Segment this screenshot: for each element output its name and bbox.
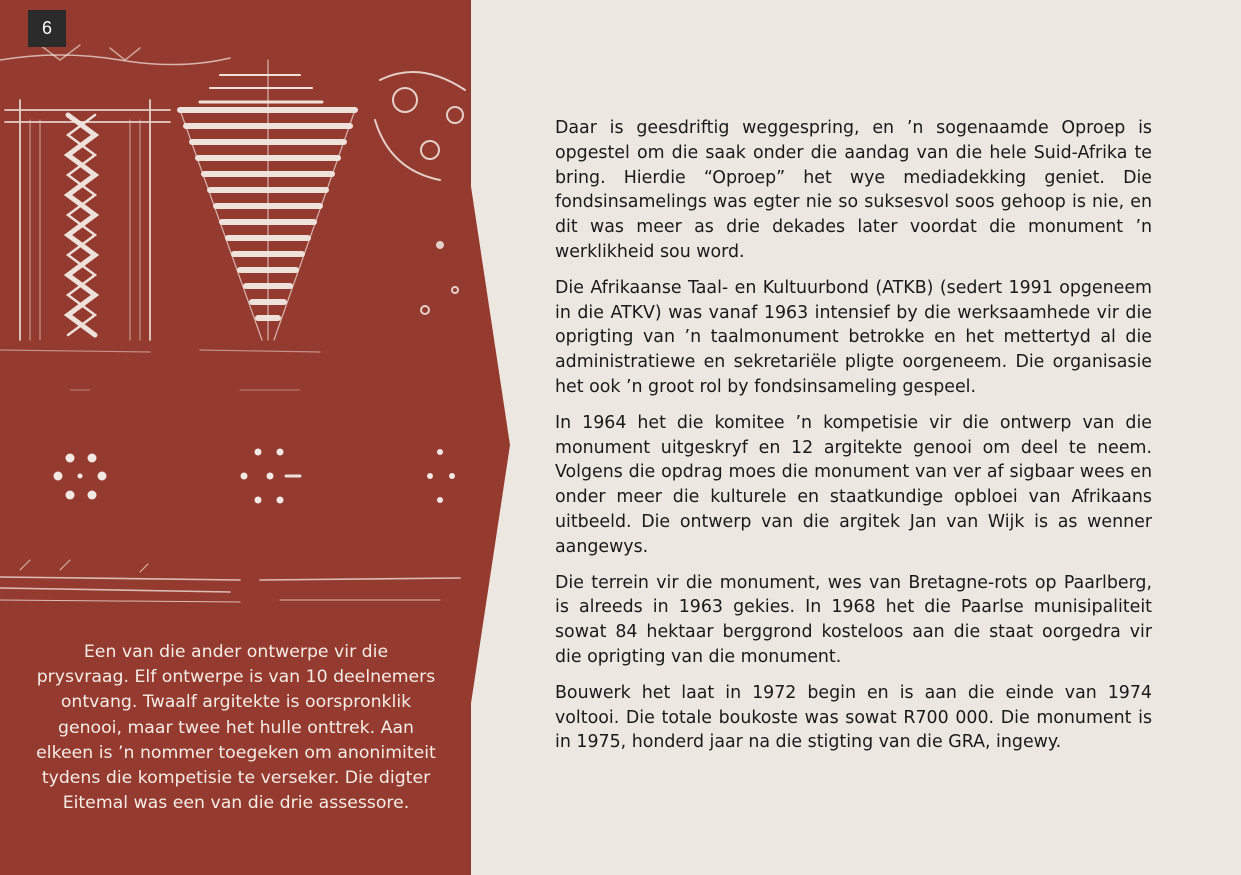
paragraph: Bouwerk het laat in 1972 begin en is aan die einde van 1974 voltooi. Die totale boukoste was sowat R700 000. Die monument is in 1975, honderd jaar na die stigting van die GRA, ingewy. bbox=[555, 682, 1152, 753]
left-image-panel bbox=[0, 0, 471, 875]
paragraph: Die Afrikaanse Taal- en Kultuurbond (ATKB) (sedert 1991 opgeneem in die ATKV) was vanaf 1963 intensief by die werksaamhede vir die oprigting van ’n taalmonument betrokke en het mettertyd al die administratiewe en sekretariële pligte oorgeneem. Die organisasie het ook ’n groot rol by fondsinsameling gespeel. bbox=[555, 277, 1152, 397]
panel-arrow-decoration bbox=[470, 180, 510, 710]
main-text-column bbox=[555, 116, 1152, 766]
page-number: 6 bbox=[28, 10, 66, 47]
image-caption: Een van die ander ontwerpe vir die prysvraag. Elf ontwerpe is van 10 deelnemers ontvang. Twaalf argitekte is oorspronklik genooi, maar twee het hulle onttrek. Aan elkeen is ’n nommer toegeken om anonimiteit tydens die kompetisie te verseker. Die digter Eitemal was een van die drie assessore. bbox=[36, 642, 436, 814]
paragraph: Daar is geesdriftig weggespring, en ’n sogenaamde Oproep is opgestel om die saak onder die aandag van die hele Suid-Afrika te bring. Hierdie “Oproep” het wye mediadekking geniet. Die fondsinsamelings was egter nie so suksesvol soos gehoop is nie, en dit was meer as drie dekades later voordat die monument ’n werklikheid sou word. bbox=[555, 118, 1152, 262]
paragraph: In 1964 het die komitee ’n kompetisie vir die ontwerp van die monument uitgeskryf en 12 argitekte genooi om deel te neem. Volgens die opdrag moes die monument van ver af sigbaar wees en onder meer die kulturele en staatkundige opbloei van Afrikaans uitbeeld. Die ontwerp van die argitek Jan van Wijk is as wenner aangewys. bbox=[555, 412, 1152, 557]
monument-design-sketch bbox=[0, 40, 471, 620]
paragraph: Die terrein vir die monument, wes van Bretagne-rots op Paarlberg, is alreeds in 1963 gekies. In 1968 het die Paarlse munisipaliteit sowat 84 hektaar berggrond kosteloos aan die staat oorgedra vir die oprigting van die monument. bbox=[555, 572, 1152, 667]
